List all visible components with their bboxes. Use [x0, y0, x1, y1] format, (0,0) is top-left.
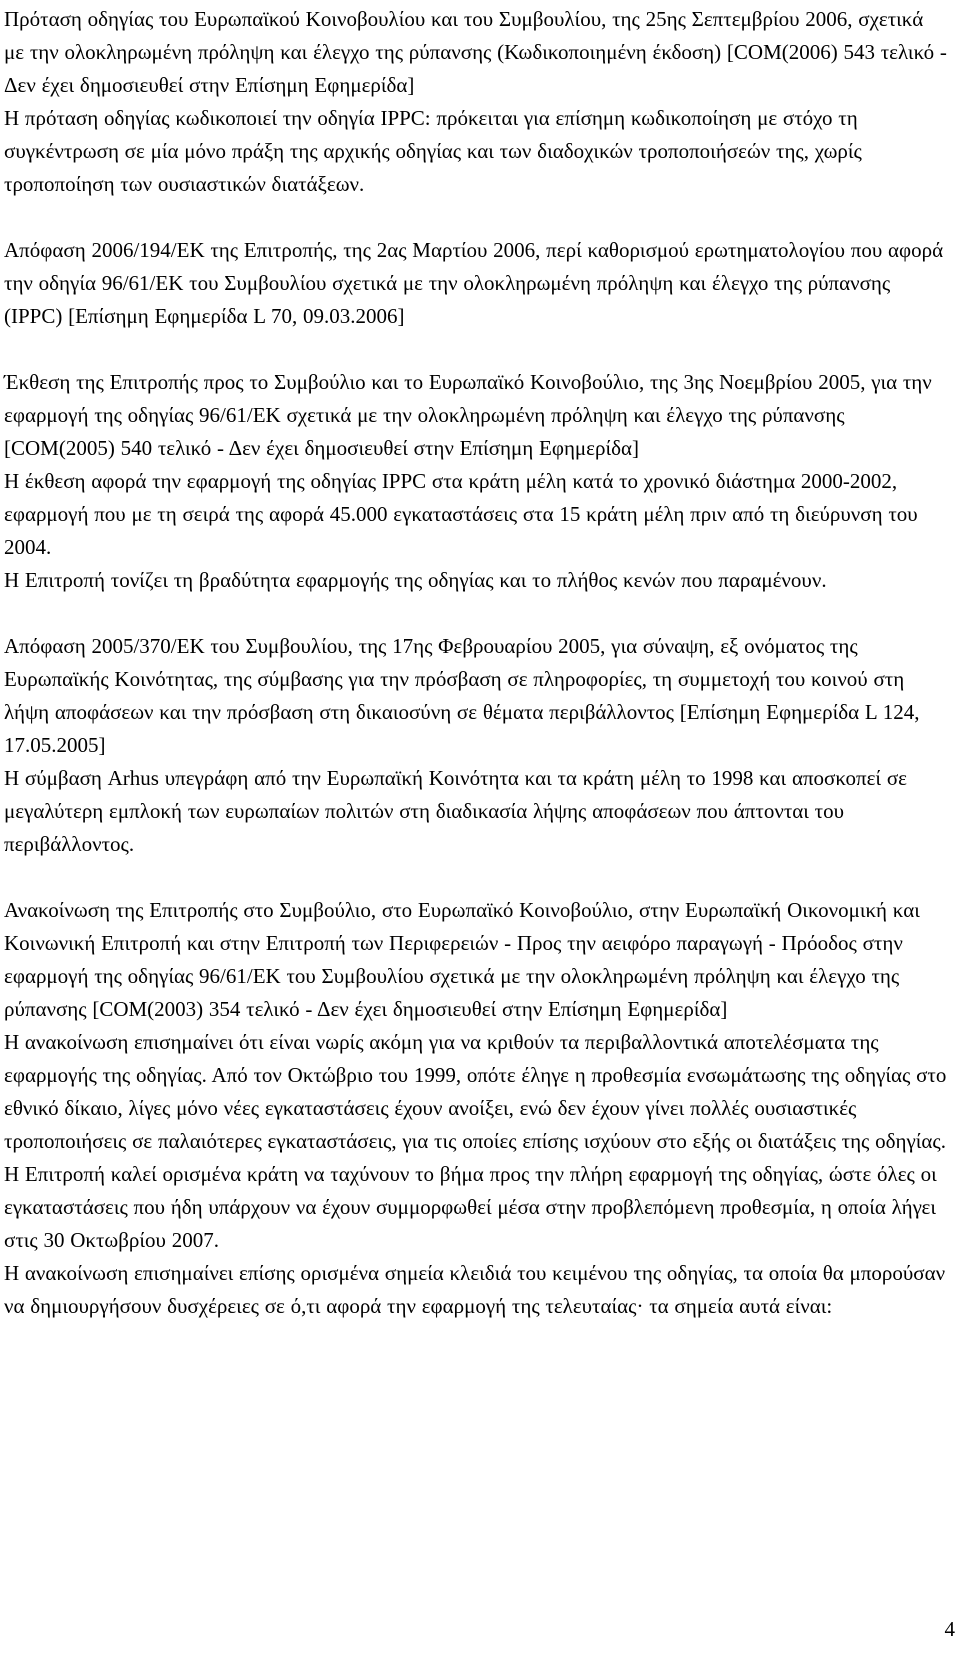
paragraph-report-conclusion: Η Επιτροπή τονίζει τη βραδύτητα εφαρμογής της οδηγίας και το πλήθος κενών που παραμένουν.: [4, 568, 827, 592]
section-report-2005: [4, 366, 949, 597]
document-body: [4, 3, 949, 1356]
section-codification-proposal: [4, 3, 949, 201]
page-number: 4: [944, 1617, 955, 1641]
section-decision-2005-370: [4, 630, 949, 861]
section-communication-2003: [4, 894, 949, 1323]
paragraph-report-scope: Η έκθεση αφορά την εφαρμογή της οδηγίας IPPC στα κράτη μέλη κατά το χρονικό διάστημα 2000-2002, εφαρμογή που με τη σειρά της αφορά 45.000 εγκαταστάσεις στα 15 κράτη μέλη πριν από τη διεύρυνση του 2004.: [4, 469, 918, 559]
paragraph-communication-title: Ανακοίνωση της Επιτροπής στο Συμβούλιο, στο Ευρωπαϊκό Κοινοβούλιο, στην Ευρωπαϊκή Οικονομική και Κοινωνική Επιτροπή και στην Επιτροπή των Περιφερειών - Προς την αειφόρο παραγωγή - Πρόοδος στην εφαρμογή της οδηγίας 96/61/ΕΚ του Συμβουλίου σχετικά με την ολοκληρωμένη πρόληψη και έλεγχο της ρύπανσης [COM(2003) 354 τελικό - Δεν έχει δημοσιευθεί στην Επίσημη Εφημερίδα]: [4, 898, 920, 1021]
section-decision-2006-194: [4, 234, 949, 333]
paragraph-decision-2006-title: Απόφαση 2006/194/ΕΚ της Επιτροπής, της 2ας Μαρτίου 2006, περί καθορισμού ερωτηματολογίου που αφορά την οδηγία 96/61/ΕΚ του Συμβουλίου σχετικά με την ολοκληρωμένη πρόληψη και έλεγχο της ρύπανσης (IPPC) [Επίσημη Εφημερίδα L 70, 09.03.2006]: [4, 238, 944, 328]
paragraph-decision-2005-title: Απόφαση 2005/370/ΕΚ του Συμβουλίου, της 17ης Φεβρουαρίου 2005, για σύναψη, εξ ονόματος της Ευρωπαϊκής Κοινότητας, της σύμβασης για την πρόσβαση σε πληροφορίες, τη συμμετοχή του κοινού στη λήψη αποφάσεων και την πρόσβαση στη δικαιοσύνη σε θέματα περιβάλλοντος [Επίσημη Εφημερίδα L 124, 17.05.2005]: [4, 634, 920, 757]
paragraph-aarhus-summary: Η σύμβαση Arhus υπεγράφη από την Ευρωπαϊκή Κοινότητα και τα κράτη μέλη το 1998 και αποσκοπεί σε μεγαλύτερη εμπλοκή των ευρωπαίων πολιτών στη διαδικασία λήψης αποφάσεων που άπτονται του περιβάλλοντος.: [4, 766, 907, 856]
paragraph-proposal-title: Πρόταση οδηγίας του Ευρωπαϊκού Κοινοβουλίου και του Συμβουλίου, της 25ης Σεπτεμβρίου 2006, σχετικά με την ολοκληρωμένη πρόληψη και έλεγχο της ρύπανσης (Κωδικοποιημένη έκδοση) [COM(2006) 543 τελικό - Δεν έχει δημοσιευθεί στην Επίσημη Εφημερίδα]: [4, 7, 947, 97]
paragraph-communication-progress: Η ανακοίνωση επισημαίνει ότι είναι νωρίς ακόμη για να κριθούν τα περιβαλλοντικά αποτελέσματα της εφαρμογής της οδηγίας. Από τον Οκτώβριο του 1999, οπότε έληγε η προθεσμία ενσωμάτωσης της οδηγίας στο εθνικό δίκαιο, λίγες μόνο νέες εγκαταστάσεις έχουν ανοίξει, ενώ δεν έχουν γίνει πολλές ουσιαστικές τροποποιήσεις σε παλαιότερες εγκαταστάσεις, για τις οποίες επίσης ισχύουν στο εξής οι διατάξεις της οδηγίας. Η Επιτροπή καλεί ορισμένα κράτη να ταχύνουν το βήμα προς την πλήρη εφαρμογή της οδηγίας, ώστε όλες οι εγκαταστάσεις που ήδη υπάρχουν να έχουν συμμορφωθεί μέσα στην προβλεπόμενη προθεσμία, η οποία λήγει στις 30 Οκτωβρίου 2007.: [4, 1030, 947, 1252]
paragraph-report-title: Έκθεση της Επιτροπής προς το Συμβούλιο και το Ευρωπαϊκό Κοινοβούλιο, της 3ης Νοεμβρίου 2005, για την εφαρμογή της οδηγίας 96/61/ΕΚ σχετικά με την ολοκληρωμένη πρόληψη και έλεγχο της ρύπανσης [COM(2005) 540 τελικό - Δεν έχει δημοσιευθεί στην Επίσημη Εφημερίδα]: [4, 370, 932, 460]
paragraph-communication-key-points: Η ανακοίνωση επισημαίνει επίσης ορισμένα σημεία κλειδιά του κειμένου της οδηγίας, τα οποία θα μπορούσαν να δημιουργήσουν δυσχέρειες σε ό,τι αφορά την εφαρμογή της τελευταίας· τα σημεία αυτά είναι:: [4, 1261, 946, 1318]
paragraph-proposal-summary: Η πρόταση οδηγίας κωδικοποιεί την οδηγία IPPC: πρόκειται για επίσημη κωδικοποίηση με στόχο τη συγκέντρωση σε μία μόνο πράξη της αρχικής οδηγίας και των διαδοχικών τροποποιήσεών της, χωρίς τροποποίηση των ουσιαστικών διατάξεων.: [4, 106, 862, 196]
